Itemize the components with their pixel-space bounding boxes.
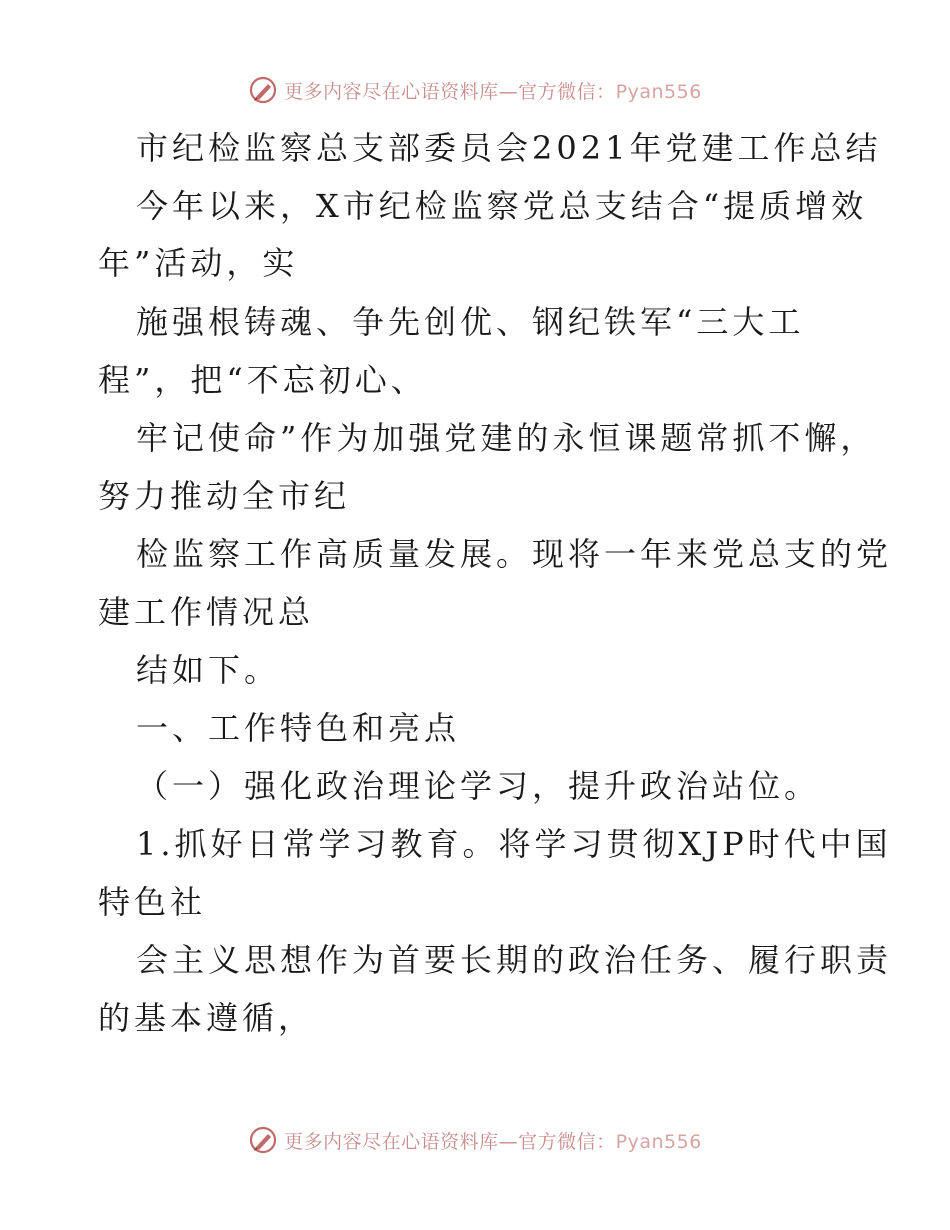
text-line: 牢记使命”作为加强党建的永恒课题常抓不懈， <box>136 419 877 457</box>
text-line: 会主义思想作为首要长期的政治任务、履行职责 <box>136 941 893 979</box>
watermark-text <box>284 77 702 104</box>
watermark-label: 更多内容尽在心语资料库—官方微信： <box>284 1130 616 1153</box>
text-line: 结如下。 <box>136 651 281 689</box>
text-line: 程”，把“不忘初心、 <box>98 361 427 399</box>
pen-logo-icon <box>248 1125 278 1155</box>
text-line: 建工作情况总 <box>98 593 315 631</box>
text-line: 1.抓好日常学习教育。将学习贯彻XJP时代中国 <box>136 825 892 863</box>
text-line: 检监察工作高质量发展。现将一年来党总支的党 <box>136 535 893 573</box>
text-line: 的基本遵循， <box>98 999 315 1037</box>
text-line: 特色社 <box>98 883 207 921</box>
text-line: 施强根铸魂、争先创优、钢纪铁军“三大工 <box>136 303 805 341</box>
pen-logo-icon <box>248 75 278 105</box>
section-heading: 一、工作特色和亮点 <box>136 709 461 747</box>
watermark-handle: Pyan556 <box>615 1130 702 1153</box>
watermark-text <box>284 1127 702 1154</box>
text-line: 努力推动全市纪 <box>98 477 351 515</box>
text-line: 今年以来，X市纪检监察党总支结合“提质增效 <box>136 187 868 225</box>
text-line: 年”活动，实 <box>98 244 299 282</box>
header-watermark <box>0 70 950 110</box>
watermark-label: 更多内容尽在心语资料库—官方微信： <box>284 80 616 103</box>
subsection-heading: （一）强化政治理论学习，提升政治站位。 <box>136 767 821 805</box>
document-title: 市纪检监察总支部委员会2021年党建工作总结 <box>136 129 882 167</box>
watermark-handle: Pyan556 <box>615 80 702 103</box>
footer-watermark <box>0 1120 950 1160</box>
